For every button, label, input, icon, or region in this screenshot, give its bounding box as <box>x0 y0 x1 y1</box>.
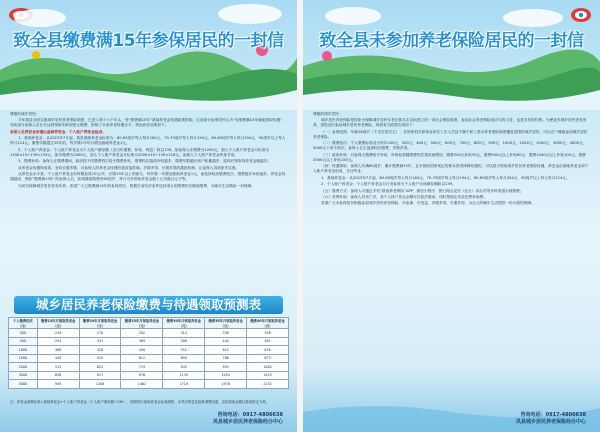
paragraph: 希望广大未参保居民积极参加城乡居民养老保险，早参保、早受益，多缴多得、长缴多得，为自己的晚年生活提供一份可靠的保障。 <box>321 201 535 206</box>
page-title: 致全县未参加养老保险居民的一封信 <box>319 31 584 51</box>
paragraph: （二）缴费档次：个人缴费标准设为每年200元、300元、400元、500元、600元、700元、800元、900元、1000元、1500元、2000元、3000元、4000元、5000元十四个档次，参保人自主选择档次缴费，多缴多得。 <box>313 141 587 151</box>
paragraph: 3、缴费补贴：参保人在缴费期间，政府按不同缴费档次给予缴费补贴，缴费档次越高补贴越多，缴费年限越长账户积累越多，退休后领取的养老金就越多。 <box>18 159 272 164</box>
table-row <box>9 354 289 363</box>
table-row <box>9 371 289 380</box>
table-cell: 358 <box>247 329 289 338</box>
salutation: 尊敬的城乡居民： <box>10 112 40 116</box>
right-leaflet <box>303 0 600 432</box>
table-cell: 676 <box>247 346 289 355</box>
table-cell: 5000 <box>9 380 38 389</box>
paragraph: 2、个人账户养老金：个人账户养老金月计发标准为个人账户全部储存额除以139。 <box>321 182 456 187</box>
paragraph: 从养老金待遇构成看，坚持长缴多缴，对参保人的养老金待遇有着直接影响。多缴多得、长缴多得的激励机制，让参保人得到更多实惠。 <box>18 165 240 170</box>
table-cell: 336 <box>205 329 247 338</box>
table-cell: 481 <box>247 337 289 346</box>
paragraph: （五）缴费方式：参保人可通过手机“陕西养老保险”APP、微信小程序、银行网点及村（社区）协办员等多种渠道办理缴费。 <box>321 188 524 193</box>
table-cell: 440 <box>37 354 79 363</box>
paragraph: 今年我县全面实施城乡居民养老保险制度，已进入第十六个年头，受“缴费满15年”基础养老金待遇政策影响，目前部分参保居民认为“有缴费满15年就能领取待遇”，导致部分参保人员在未达到领取年龄前停止缴费，影响了未来养老待遇水平，特此致信说明如下。 <box>10 118 286 128</box>
table-cell: 270 <box>79 329 121 338</box>
table-header: 缴费20年月领取养老金（元） <box>79 318 121 329</box>
phone-text: 咨询电话：0917-4806638 <box>520 412 586 418</box>
table-cell: 406 <box>163 337 205 346</box>
org-text: 凤县城乡居民养老保险经办中心 <box>515 419 586 425</box>
table-cell: 873 <box>247 354 289 363</box>
letter-body <box>313 112 590 208</box>
table-row <box>9 329 289 338</box>
paragraph: （六）丧葬补助：参保人员死亡后，其个人账户资金余额可以依法继承，同时按规定发放丧葬补助费。 <box>321 194 487 199</box>
table-cell: 1206 <box>79 380 121 389</box>
paragraph: 为切实保障城乡居民老有所养，希望广大已缴费满15年的参保居民，根据自身经济条件选择适合的缴费档次继续缴费，为晚年生活增添一份保障。 <box>18 183 255 188</box>
table-cell: 200 <box>9 329 38 338</box>
table-cell: 490 <box>121 346 163 355</box>
table-cell: 612 <box>121 354 163 363</box>
page-title: 致全县缴费满15年参保居民的一封信 <box>13 31 284 51</box>
table-cell: 500 <box>9 337 38 346</box>
paragraph: 1、基础养老金：从2023年7月起，我县基础养老金标准为：60-69周岁每人每月184元、70-79周岁每人每月194元、80-89周岁每人每月204元、90周岁以上每人每月214元。缴费年限超过15年的，每多缴1年每月增加基础养老金1元。 <box>10 136 286 146</box>
table-cell: 1719 <box>163 380 205 389</box>
salutation: 尊敬的城乡居民： <box>313 112 343 116</box>
table-cell: 699 <box>163 354 205 363</box>
table-cell: 428 <box>79 346 121 355</box>
table-header: 缴费35年月领取养老金（元） <box>205 318 247 329</box>
table-cell: 249 <box>37 329 79 338</box>
table-header: 缴费30年月领取养老金（元） <box>163 318 205 329</box>
table-cell: 1500 <box>9 354 38 363</box>
table-cell: 444 <box>205 337 247 346</box>
table-cell: 3000 <box>9 371 38 380</box>
table-header-row <box>9 318 289 329</box>
table-cell: 843 <box>163 363 205 372</box>
paragraph: （三）政府补贴：对参保人缴费给予补贴，补贴标准随缴费档次提高而增加，缴费200元补贴30元，缴费500元以上补贴60元，缴费1000元以上补贴100元，缴费2000元以上补贴150元。 <box>313 152 586 162</box>
table-cell: 976 <box>121 371 163 380</box>
paragraph: 1、基础养老金：从2023年7月起，60-69周岁每人每月184元、70-79周岁每人每月194元、80-89周岁每人每月204元、90周岁以上每人每月214元。 <box>321 175 570 180</box>
table-cell: 1453 <box>247 371 289 380</box>
table-cell: 622 <box>79 363 121 372</box>
forecast-table <box>8 317 289 389</box>
table-cell: 1000 <box>9 346 38 355</box>
table-cell: 954 <box>205 363 247 372</box>
table-cell: 949 <box>37 380 79 389</box>
table-cell: 366 <box>37 346 79 355</box>
table-note: 注：养老金测算标准=基础养老金+个人账户养老金（个人账户储存额÷139），按照现行基础养老金标准测算，未考虑利息及政策调整因素，实际领取金额以系统核定为准。 <box>10 400 270 404</box>
table-cell: 292 <box>121 329 163 338</box>
table-cell: 1294 <box>205 371 247 380</box>
table-cell: 614 <box>205 346 247 355</box>
org-text: 凤县城乡居民养老保险经办中心 <box>212 419 283 425</box>
landscape-decoration <box>303 0 600 110</box>
paragraph: 参保人员养老金待遇由基础养老金、个人账户养老金组成。 <box>10 129 106 134</box>
table-header: 缴费25年月领取养老金（元） <box>121 318 163 329</box>
table-cell: 2000 <box>9 363 38 372</box>
landscape-decoration <box>0 0 297 110</box>
table-row <box>9 380 289 389</box>
paragraph: 城乡居民养老保险是国家为保障城乡居民年老后基本生活而建立的一项社会保险制度，参加社会养老保险是应尽的义务，也是享有的权利。为使更多城乡居民老有所养，请您及时参加城乡居民养老保险，现将有关政策告知如下： <box>313 118 587 128</box>
table-cell: 314 <box>163 329 205 338</box>
table-row <box>9 337 289 346</box>
table-cell: 658 <box>37 371 79 380</box>
table-cell: 552 <box>163 346 205 355</box>
contact-footer <box>516 412 586 426</box>
table-header: 个人缴费档次（元） <box>9 318 38 329</box>
paragraph: （一）参保范围：年满16周岁（不含在校学生），非国家机关和事业单位工作人员及不属于职工基本养老保险制度覆盖范围的城乡居民，可以在户籍地参加城乡居民养老保险。 <box>313 129 588 139</box>
table-cell: 1135 <box>163 371 205 380</box>
table-cell: 2232 <box>247 380 289 389</box>
table-cell: 817 <box>79 371 121 380</box>
table-header: 缴费40年月领取养老金（元） <box>247 318 289 329</box>
letter-body <box>10 112 287 190</box>
table-cell: 369 <box>121 337 163 346</box>
table-header: 缴费15年月领取养老金（元） <box>37 318 79 329</box>
paragraph: （四）待遇领取：参保人年满60周岁，累计缴费满15年，且未领取国家规定的基本养老保障待遇的，可以按月领取城乡居民养老保险待遇，养老金由基础养老金和个人账户养老金组成，支付终身。 <box>313 164 589 174</box>
table-cell: 294 <box>37 337 79 346</box>
contact-footer <box>213 412 283 426</box>
table-cell: 1976 <box>205 380 247 389</box>
table-cell: 733 <box>121 363 163 372</box>
table-title: 城乡居民养老保险缴费与待遇领取预测表 <box>14 296 283 314</box>
table-row <box>9 346 289 355</box>
table-cell: 1462 <box>121 380 163 389</box>
paragraph: 2、个人账户养老金：个人账户养老金为个人账户储存额（含历年缴费、补贴、利息）除以139。如参保人年缴费为1290元，那么个人账户养老金月标准为1290×15÷139≈139元；如年缴费为2000元，那么个人账户养老金月标准为2000×15÷139≈216元。参保人个人账户养老金终身享受。 <box>10 147 270 157</box>
table-cell: 1064 <box>247 363 289 372</box>
table-row <box>9 363 289 372</box>
table-cell: 525 <box>79 354 121 363</box>
table-cell: 786 <box>205 354 247 363</box>
paragraph: 从养老金水平看，个人账户养老金有时限标准10元/年，长缴15年以上的部分，每多缴一年增加基础养老金1元，而选择较高缴费档次，缴费越多补贴越多，养老金待遇越高，例如“缴费满15年”的参保人员，如果继续缴费至60周岁，每月可多领取养老金数十元至数百元不等。 <box>10 172 286 182</box>
left-leaflet <box>0 0 297 432</box>
phone-text: 咨询电话：0917-4806638 <box>217 412 283 418</box>
table-cell: 512 <box>37 363 79 372</box>
table-cell: 331 <box>79 337 121 346</box>
